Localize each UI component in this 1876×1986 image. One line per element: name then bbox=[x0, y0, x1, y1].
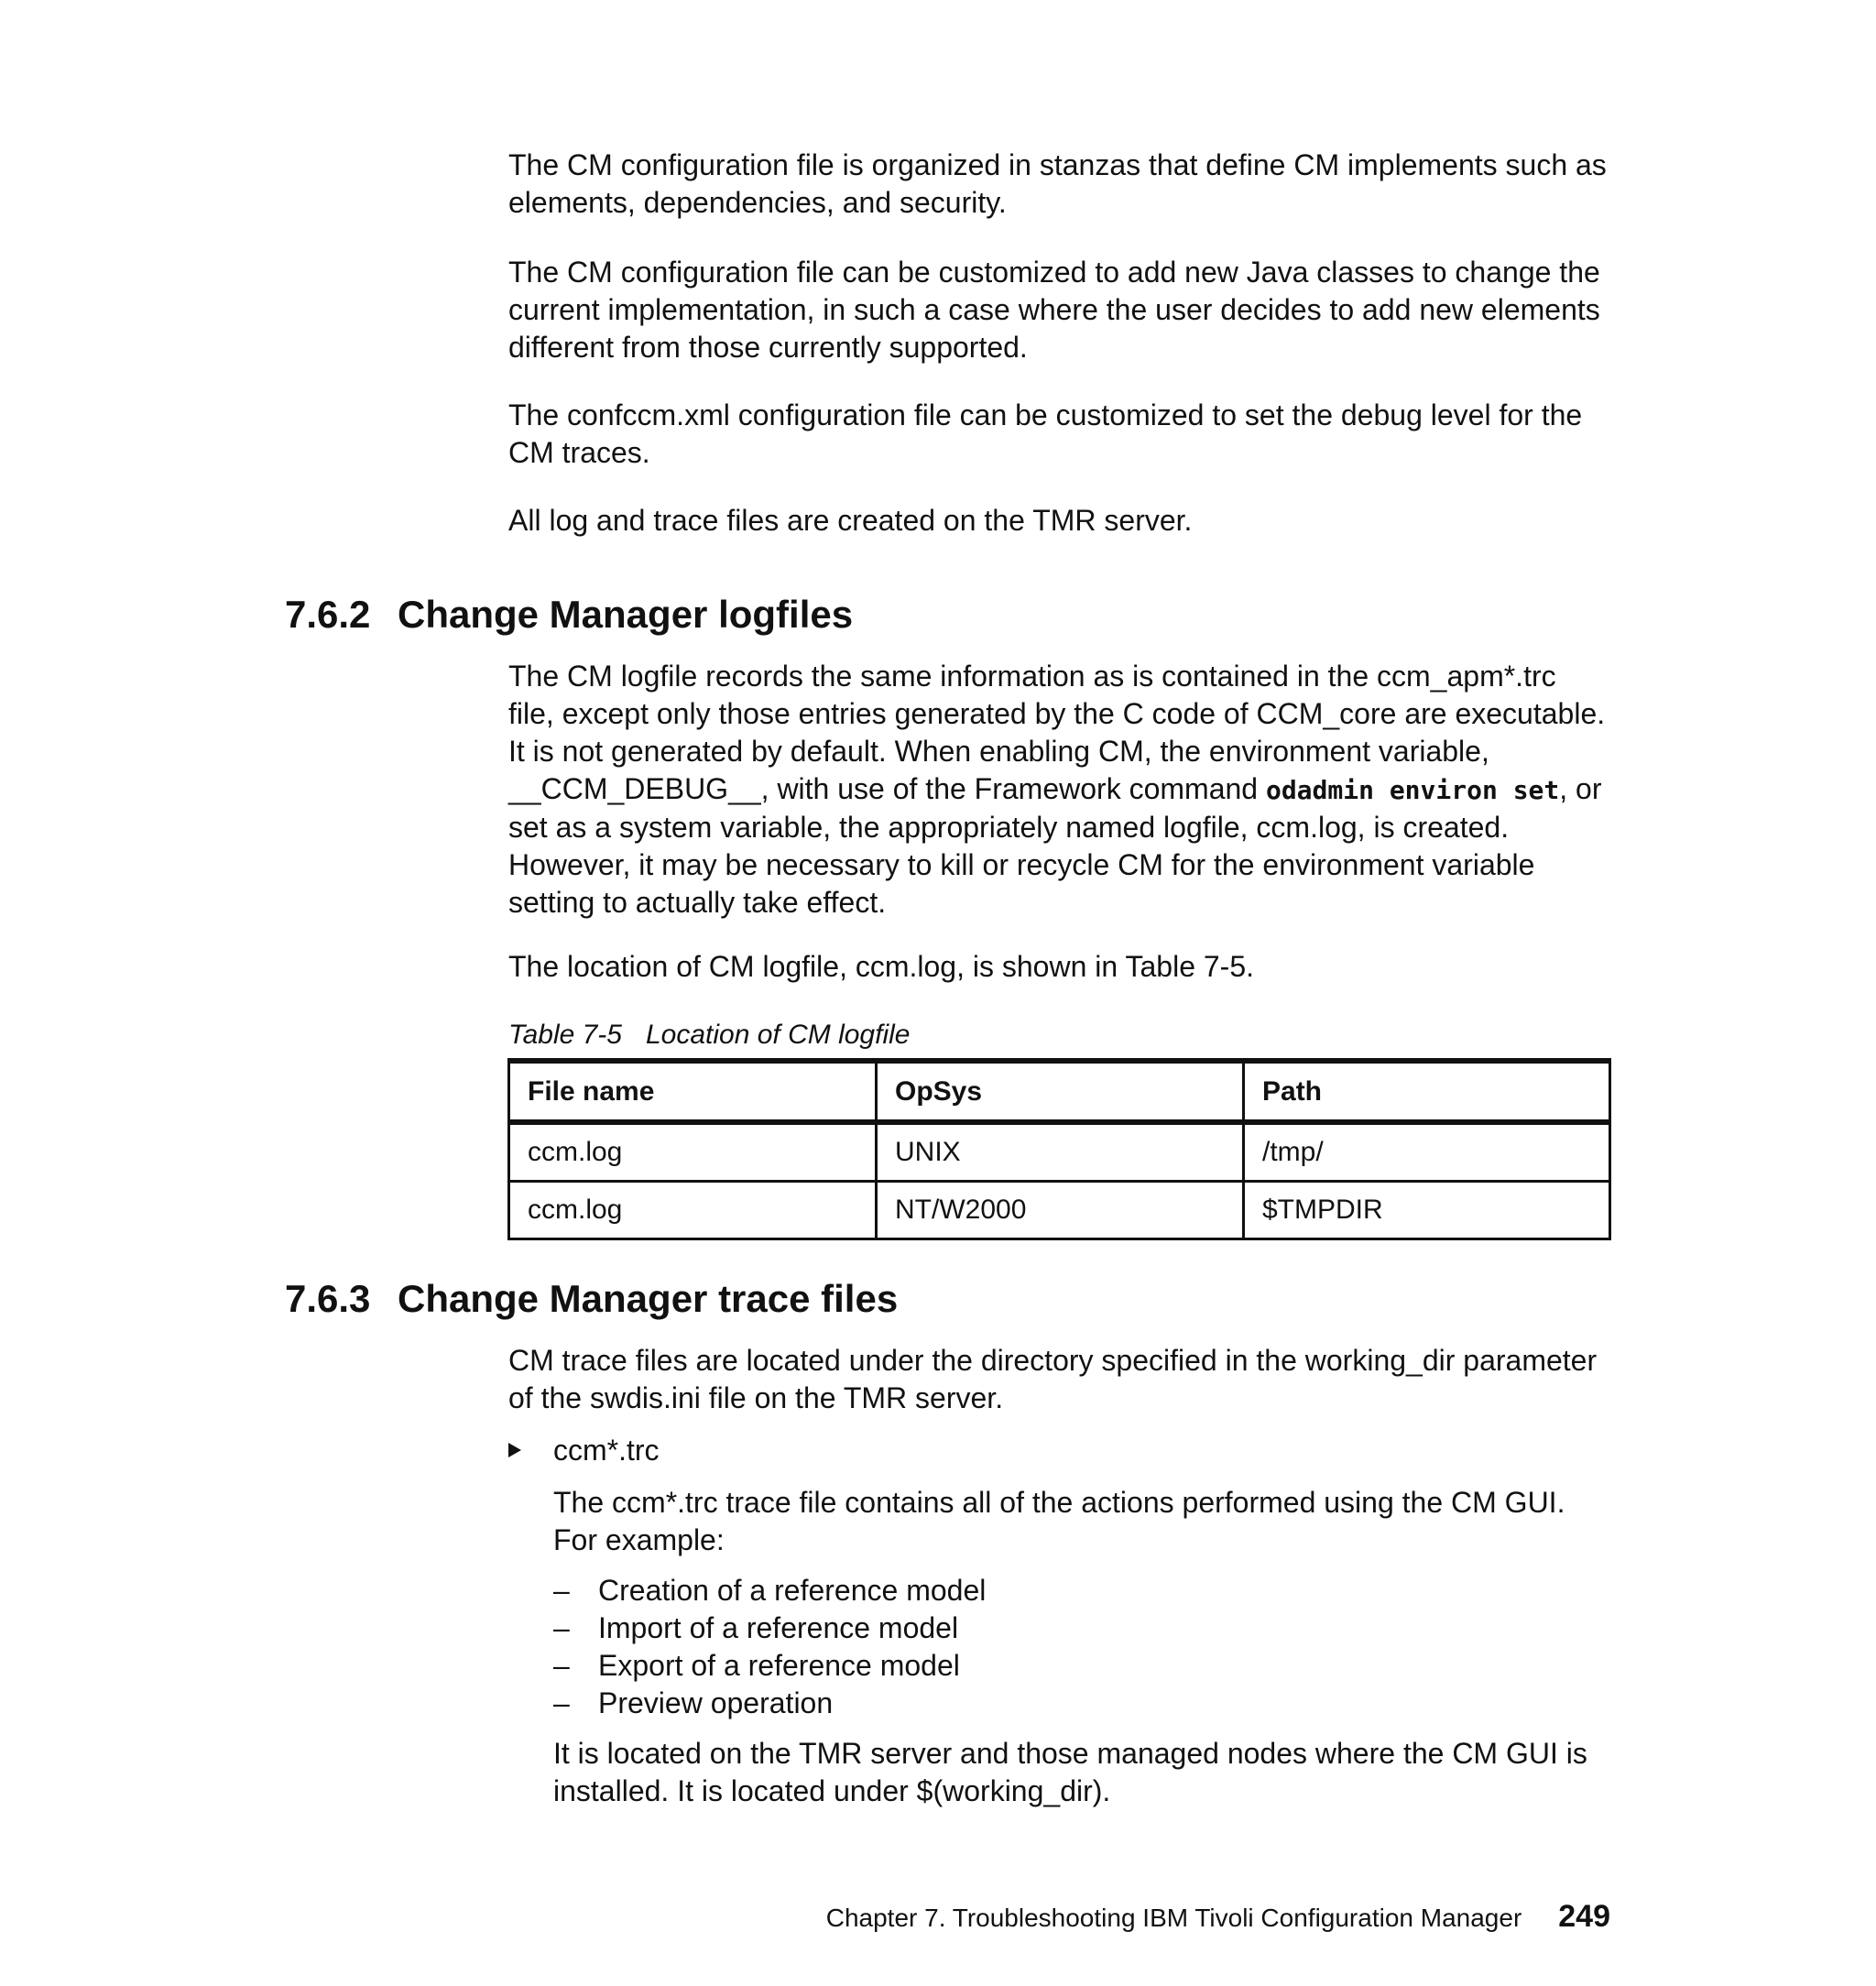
chapter-title: Chapter 7. Troubleshooting IBM Tivoli Configuration Manager bbox=[825, 1904, 1522, 1932]
trace-files-paragraph: CM trace files are located under the directory specified in the working_dir parameter of the swdis.ini file on the TMR server. bbox=[508, 1344, 1598, 1414]
logfile-location-block bbox=[508, 948, 1608, 986]
framework-command: odadmin environ set bbox=[1265, 775, 1560, 805]
list-item bbox=[553, 1572, 1616, 1610]
intro-block-3 bbox=[508, 397, 1608, 472]
page-footer bbox=[824, 1898, 1610, 1937]
dash-bullet: – bbox=[553, 1611, 570, 1644]
section-title: Change Manager trace files bbox=[398, 1277, 899, 1320]
trace-files-intro-block bbox=[508, 1342, 1608, 1417]
table-cell: /tmp/ bbox=[1244, 1122, 1610, 1182]
list-item-text: Import of a reference model bbox=[598, 1611, 959, 1644]
table-row bbox=[509, 1122, 1610, 1182]
logfile-description-block bbox=[508, 658, 1608, 922]
table-caption bbox=[508, 1019, 910, 1052]
bullet-label: ccm*.trc bbox=[553, 1434, 660, 1467]
list-item bbox=[553, 1610, 1616, 1647]
intro-paragraph-3: The confccm.xml configuration file can be customized to set the debug level for the CM traces. bbox=[508, 398, 1583, 469]
intro-paragraph-4: All log and trace files are created on the TMR server. bbox=[508, 504, 1193, 537]
logfile-text-before-command: The CM logfile records the same information as is contained in the ccm_apm*.trc file, except only those entries generated by the C code of CCM_core are executable. It is not generated by default. When enabling CM, the environment variable, __CCM_DEBUG__, with use of the Framework command bbox=[508, 660, 1606, 805]
list-item bbox=[553, 1685, 1616, 1722]
table-header-cell: Path bbox=[1244, 1061, 1610, 1122]
table-header-row bbox=[509, 1061, 1610, 1122]
logfile-location-table bbox=[507, 1058, 1611, 1240]
logfile-paragraph bbox=[508, 658, 1608, 922]
list-item-text: Preview operation bbox=[598, 1686, 834, 1719]
table-cell: UNIX bbox=[877, 1122, 1244, 1182]
intro-block bbox=[508, 147, 1608, 222]
section-heading-7-6-3 bbox=[285, 1276, 898, 1322]
logfile-location-paragraph: The location of CM logfile, ccm.log, is shown in Table 7-5. bbox=[508, 950, 1255, 983]
table-cell: ccm.log bbox=[509, 1182, 877, 1239]
trace-location-block bbox=[553, 1735, 1616, 1810]
triangle-bullet-icon bbox=[508, 1443, 521, 1457]
intro-paragraph-1: The CM configuration file is organized in stanzas that define CM implements such as elements, dependencies, and security. bbox=[508, 148, 1607, 219]
trace-file-description: The ccm*.trc trace file contains all of the actions performed using the CM GUI. For example: bbox=[553, 1486, 1565, 1556]
table-caption-title: Location of CM logfile bbox=[645, 1020, 911, 1050]
list-item bbox=[553, 1647, 1616, 1685]
trace-actions-list bbox=[553, 1572, 1616, 1722]
trace-location-paragraph: It is located on the TMR server and those managed nodes where the CM GUI is installed. It is located under $(working_dir). bbox=[553, 1737, 1587, 1807]
list-item-text: Creation of a reference model bbox=[598, 1574, 987, 1607]
trace-file-description-block bbox=[553, 1484, 1616, 1559]
dash-bullet: – bbox=[553, 1686, 570, 1719]
table-cell: $TMPDIR bbox=[1244, 1182, 1610, 1239]
trace-actions-list-block bbox=[553, 1572, 1616, 1722]
dash-bullet: – bbox=[553, 1649, 570, 1682]
intro-paragraph-2: The CM configuration file can be customized to add new Java classes to change the current implementation, in such a case where the user decides to add new elements different from those currently supported. bbox=[508, 256, 1600, 364]
section-title: Change Manager logfiles bbox=[398, 593, 854, 636]
dash-bullet: – bbox=[553, 1574, 570, 1607]
table-cell: NT/W2000 bbox=[877, 1182, 1244, 1239]
table-cell: ccm.log bbox=[509, 1122, 877, 1182]
logfile-text-after-command: , or set as a system variable, the appropriately named logfile, ccm.log, is created. However, it may be necessary to kill or recycle CM for the environment variable setting to actually take effect. bbox=[508, 772, 1602, 919]
page-number: 249 bbox=[1558, 1899, 1610, 1934]
table-caption-id: Table 7-5 bbox=[508, 1020, 622, 1050]
table-header-cell: OpSys bbox=[877, 1061, 1244, 1122]
list-item-text: Export of a reference model bbox=[598, 1649, 960, 1682]
table-row bbox=[509, 1182, 1610, 1239]
intro-block-2 bbox=[508, 254, 1608, 366]
section-number: 7.6.2 bbox=[285, 593, 371, 636]
section-number: 7.6.3 bbox=[285, 1277, 371, 1320]
table-header-cell: File name bbox=[509, 1061, 877, 1122]
intro-block-4 bbox=[508, 502, 1608, 540]
section-heading-7-6-2 bbox=[285, 592, 853, 638]
